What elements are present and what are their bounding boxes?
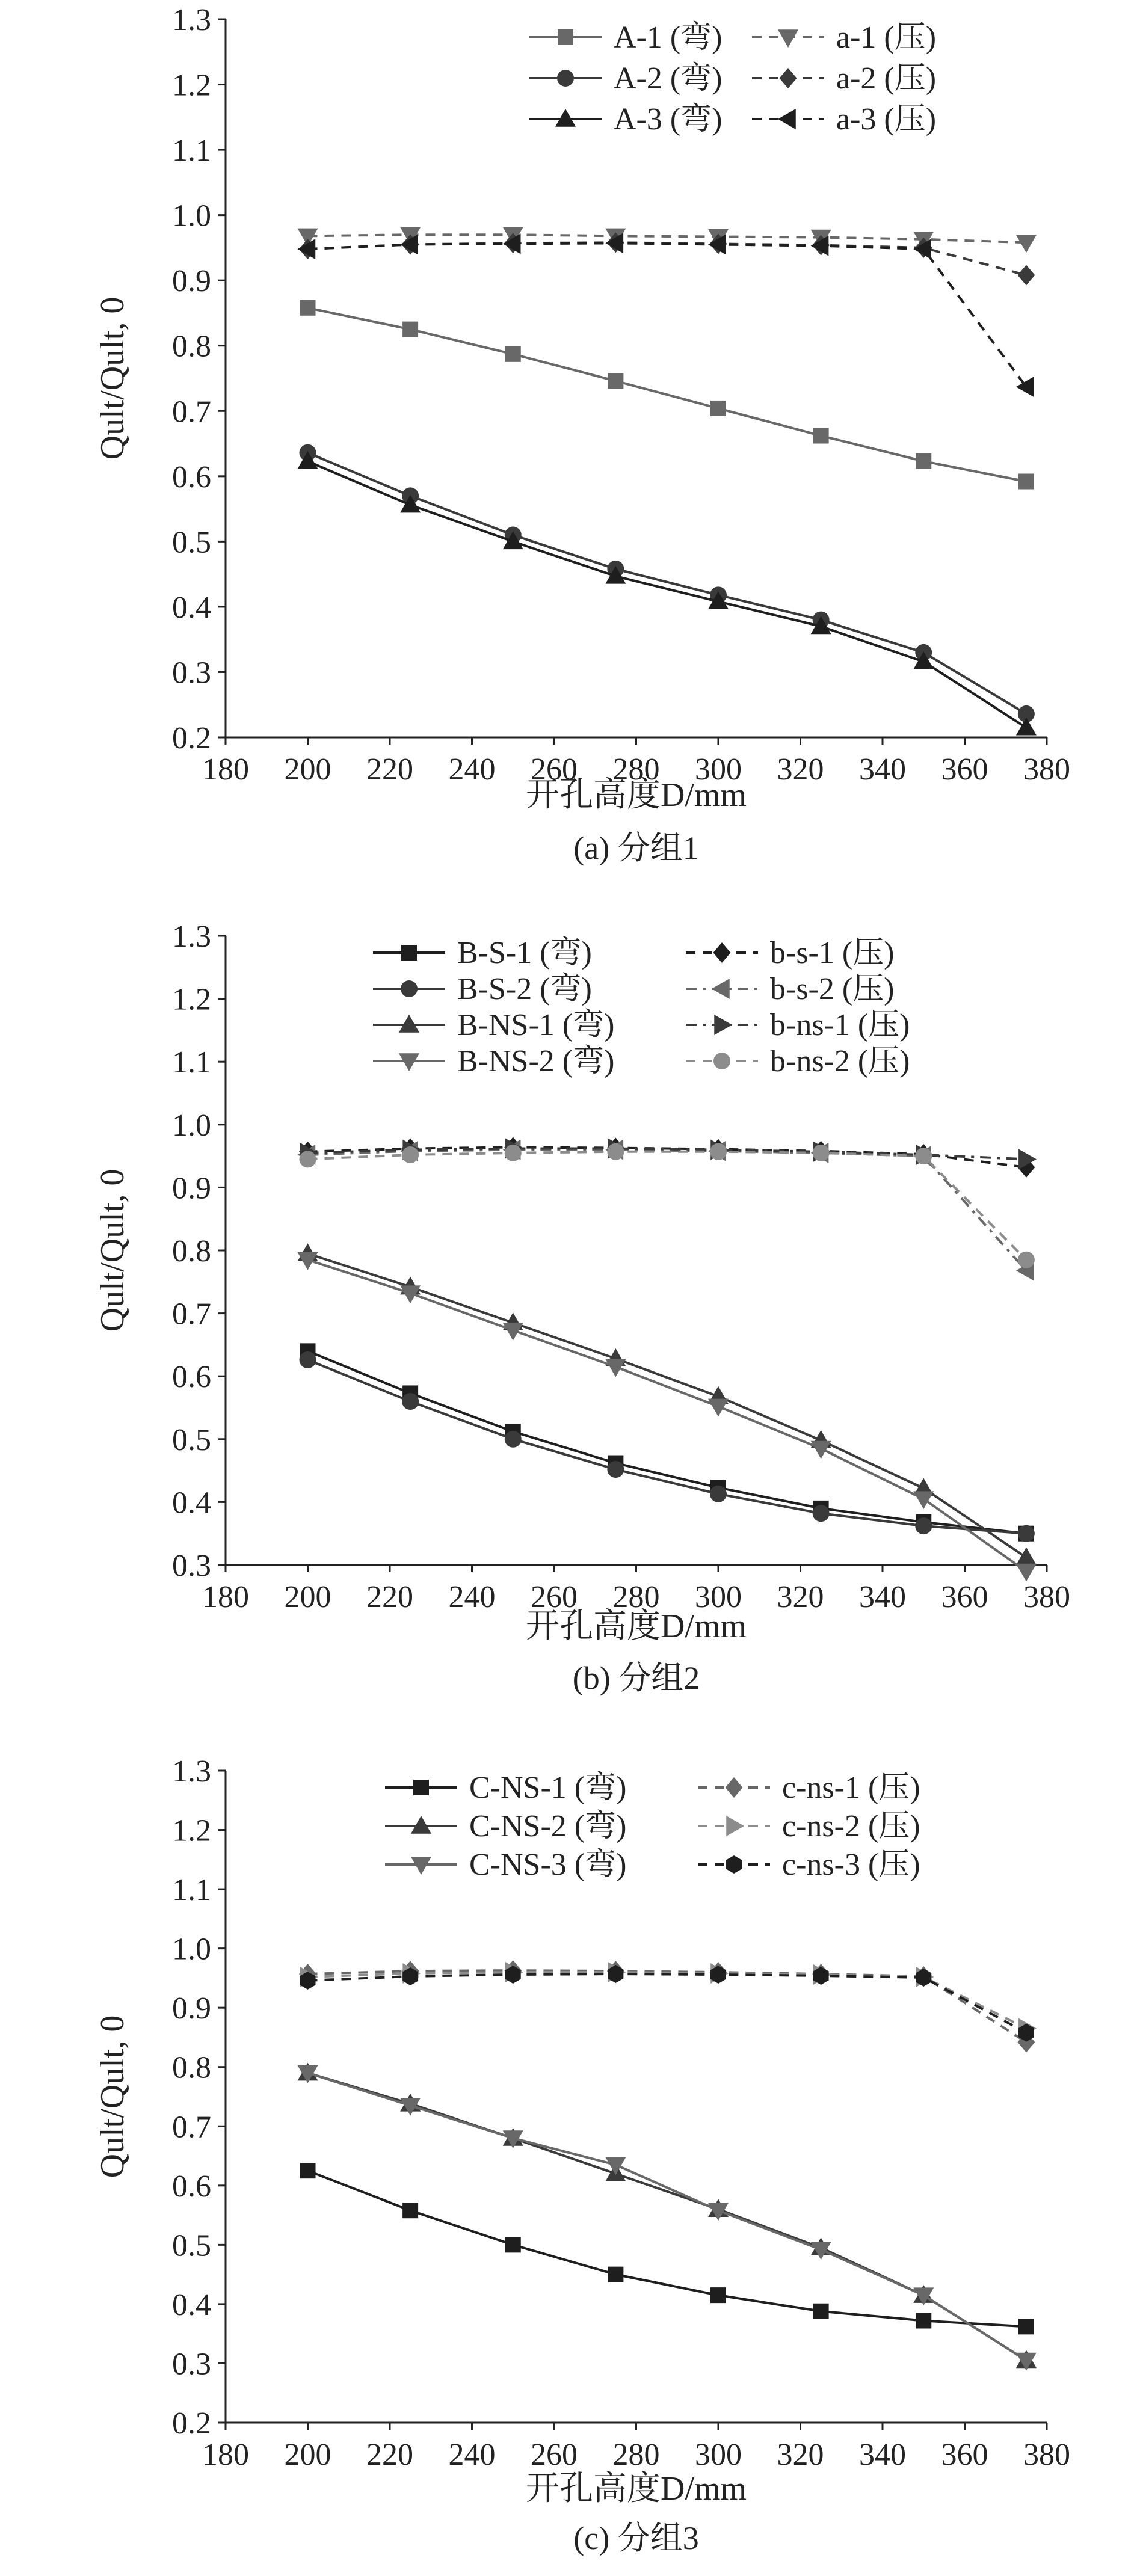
series-c-ns-3 (300, 1965, 1034, 2042)
y-tick-label: 1.2 (172, 982, 211, 1017)
data-point (605, 1359, 626, 1377)
y-tick-label: 1.0 (172, 1108, 211, 1143)
legend-label: B-NS-1 (弯) (457, 1008, 615, 1042)
legend-marker (713, 1053, 730, 1069)
y-tick-label: 1.2 (172, 1813, 211, 1848)
series-b-ns-2 (300, 1143, 1035, 1268)
y-tick-label: 1.2 (172, 68, 211, 103)
x-tick-label: 240 (448, 2438, 496, 2472)
y-tick-label: 0.7 (172, 2110, 211, 2145)
legend-marker (411, 1816, 431, 1834)
legend-label: c-ns-1 (压) (782, 1771, 920, 1805)
data-point (915, 1517, 932, 1534)
data-point (608, 373, 623, 389)
data-point (1016, 235, 1037, 253)
x-tick-label: 220 (366, 752, 413, 787)
legend-marker (558, 29, 573, 45)
legend-marker (778, 109, 796, 129)
chart-panel-1 (94, 3, 1070, 866)
y-tick-label: 0.6 (172, 2169, 211, 2204)
x-tick-label: 180 (202, 2438, 249, 2472)
data-point (300, 1151, 316, 1167)
x-tick-label: 300 (695, 752, 742, 787)
x-axis-title: 开孔高度D/mm (525, 1608, 747, 1645)
data-point (1016, 377, 1034, 397)
data-point (1016, 1547, 1037, 1565)
data-point (1016, 1564, 1037, 1582)
y-tick-label: 1.0 (172, 198, 211, 233)
y-tick-label: 0.8 (172, 329, 211, 364)
legend-label: C-NS-1 (弯) (469, 1771, 627, 1805)
y-tick-label: 0.9 (172, 1991, 211, 2026)
data-point (813, 1505, 830, 1522)
series-line (308, 1152, 1026, 1260)
y-tick-label: 1.0 (172, 1932, 211, 1967)
data-point (505, 1431, 522, 1448)
y-tick-label: 0.2 (172, 721, 211, 755)
chart-panel-3 (94, 1754, 1070, 2556)
data-point (1018, 1252, 1035, 1268)
x-tick-label: 320 (777, 2438, 824, 2472)
x-tick-label: 240 (448, 1580, 496, 1614)
x-tick-label: 280 (612, 752, 660, 787)
series-line (308, 2171, 1026, 2326)
legend-marker (714, 1015, 732, 1035)
y-tick-label: 0.2 (172, 2406, 211, 2441)
series-a-2 (300, 444, 1035, 722)
legend-label: a-2 (压) (836, 61, 937, 96)
x-tick-label: 340 (859, 1580, 906, 1614)
data-point (300, 1351, 316, 1368)
x-tick-label: 380 (1023, 752, 1070, 787)
legend-marker (401, 980, 418, 997)
y-tick-label: 0.3 (172, 1549, 211, 1583)
y-tick-label: 1.1 (172, 1873, 211, 1908)
y-tick-label: 1.3 (172, 3, 211, 37)
data-point (708, 1399, 729, 1417)
data-point (813, 1145, 830, 1161)
legend-label: B-S-2 (弯) (457, 972, 592, 1006)
x-tick-label: 280 (612, 1580, 660, 1614)
y-tick-label: 0.9 (172, 1171, 211, 1206)
y-tick-label: 1.1 (172, 1045, 211, 1080)
figure-caption: (b) 分组2 (572, 1660, 700, 1696)
legend (529, 20, 936, 137)
y-tick-label: 0.6 (172, 1360, 211, 1395)
x-tick-label: 320 (777, 1580, 824, 1614)
data-point (607, 1143, 624, 1160)
data-point (505, 346, 521, 362)
x-tick-label: 280 (612, 2438, 660, 2472)
y-tick-label: 0.3 (172, 2347, 211, 2382)
x-tick-label: 180 (202, 1580, 249, 1614)
y-tick-label: 0.8 (172, 1234, 211, 1268)
x-tick-label: 200 (284, 752, 331, 787)
data-point (1016, 718, 1037, 736)
data-point (402, 322, 418, 337)
legend-marker (778, 29, 798, 48)
data-point (916, 453, 931, 469)
x-tick-label: 360 (941, 752, 988, 787)
y-tick-label: 0.5 (172, 1422, 211, 1457)
y-tick-label: 0.9 (172, 264, 211, 299)
legend-marker (401, 945, 417, 961)
data-point (913, 1491, 934, 1509)
legend-marker (413, 1780, 429, 1795)
data-point (1018, 2319, 1034, 2334)
legend-label: b-ns-2 (压) (770, 1044, 910, 1078)
y-tick-label: 0.5 (172, 525, 211, 560)
y-tick-label: 1.3 (172, 920, 211, 954)
legend-marker (399, 1015, 419, 1033)
x-tick-label: 260 (531, 1580, 578, 1614)
legend-label: b-s-2 (压) (770, 972, 895, 1006)
y-tick-label: 0.4 (172, 2287, 211, 2322)
x-tick-label: 380 (1023, 2438, 1070, 2472)
legend-marker (557, 70, 574, 87)
series-line (308, 243, 1026, 387)
legend-label: a-3 (压) (836, 102, 937, 137)
data-point (1018, 474, 1034, 490)
y-axis-title: Qult/Qult, 0 (94, 2015, 131, 2178)
y-tick-label: 0.5 (172, 2228, 211, 2263)
legend (373, 936, 910, 1078)
data-point (505, 2237, 521, 2252)
y-tick-label: 0.6 (172, 460, 211, 494)
legend-label: A-3 (弯) (614, 102, 723, 137)
data-point (300, 300, 316, 316)
legend-marker (399, 1053, 419, 1071)
data-point (813, 428, 829, 444)
x-tick-label: 240 (448, 752, 496, 787)
series-b-s-1 (300, 1343, 1034, 1541)
data-point (1018, 1525, 1035, 1542)
y-tick-label: 0.4 (172, 590, 211, 625)
legend-marker (411, 1857, 431, 1875)
legend-label: b-s-1 (压) (770, 936, 895, 970)
data-point (300, 2163, 316, 2178)
x-tick-label: 360 (941, 2438, 988, 2472)
legend-marker (780, 68, 797, 88)
x-tick-label: 220 (366, 2438, 413, 2472)
x-tick-label: 260 (531, 2438, 578, 2472)
y-tick-label: 0.3 (172, 656, 211, 690)
figure-caption: (c) 分组3 (573, 2520, 699, 2556)
y-tick-label: 0.7 (172, 395, 211, 429)
data-point (608, 2267, 623, 2282)
y-axis-title: Qult/Qult, 0 (94, 297, 131, 460)
series-b-s-2 (300, 1351, 1035, 1542)
y-tick-label: 0.7 (172, 1297, 211, 1332)
legend-label: a-1 (压) (836, 20, 937, 55)
data-point (916, 2313, 931, 2329)
legend-label: B-S-1 (弯) (457, 936, 592, 970)
legend-marker (726, 1855, 742, 1874)
x-tick-label: 320 (777, 752, 824, 787)
figure-caption: (a) 分组1 (573, 830, 699, 866)
x-axis-title: 开孔高度D/mm (525, 776, 747, 814)
x-tick-label: 180 (202, 752, 249, 787)
legend-marker (726, 1816, 744, 1836)
legend-label: C-NS-3 (弯) (469, 1848, 627, 1882)
x-tick-label: 300 (695, 2438, 742, 2472)
data-point (710, 401, 726, 416)
chart-panel-2 (94, 920, 1070, 1696)
legend-label: c-ns-3 (压) (782, 1848, 920, 1882)
legend-label: C-NS-2 (弯) (469, 1809, 627, 1843)
data-point (710, 1486, 727, 1502)
y-tick-label: 1.1 (172, 134, 211, 168)
legend-marker (555, 109, 576, 127)
legend-marker (713, 942, 731, 963)
x-tick-label: 360 (941, 1580, 988, 1614)
data-point (710, 1143, 727, 1160)
legend (385, 1771, 920, 1882)
data-point (813, 2304, 829, 2319)
data-point (402, 1146, 419, 1163)
legend-label: A-2 (弯) (614, 61, 723, 96)
data-point (607, 1461, 624, 1478)
data-point (915, 1148, 932, 1164)
x-tick-label: 200 (284, 2438, 331, 2472)
data-point (1017, 265, 1035, 285)
legend-label: A-1 (弯) (614, 20, 723, 55)
x-tick-label: 200 (284, 1580, 331, 1614)
legend-label: b-ns-1 (压) (770, 1008, 910, 1042)
x-tick-label: 300 (695, 1580, 742, 1614)
data-point (402, 1393, 419, 1410)
x-tick-label: 340 (859, 752, 906, 787)
series-line (308, 1150, 1026, 1271)
legend-marker (726, 1777, 743, 1798)
y-tick-label: 1.3 (172, 1754, 211, 1789)
data-point (811, 1441, 831, 1459)
y-tick-label: 0.4 (172, 1486, 211, 1520)
x-tick-label: 260 (531, 752, 578, 787)
y-tick-label: 0.8 (172, 2050, 211, 2085)
x-tick-label: 340 (859, 2438, 906, 2472)
x-tick-label: 380 (1023, 1580, 1070, 1614)
legend-label: c-ns-2 (压) (782, 1809, 920, 1843)
data-point (710, 2287, 726, 2303)
series-a-1 (300, 300, 1034, 490)
legend-label: B-NS-2 (弯) (457, 1044, 615, 1078)
data-point (505, 1145, 522, 1161)
data-point (402, 2203, 418, 2218)
legend-marker (712, 979, 730, 999)
x-axis-title: 开孔高度D/mm (525, 2470, 747, 2507)
x-tick-label: 220 (366, 1580, 413, 1614)
y-axis-title: Qult/Qult, 0 (94, 1169, 131, 1332)
